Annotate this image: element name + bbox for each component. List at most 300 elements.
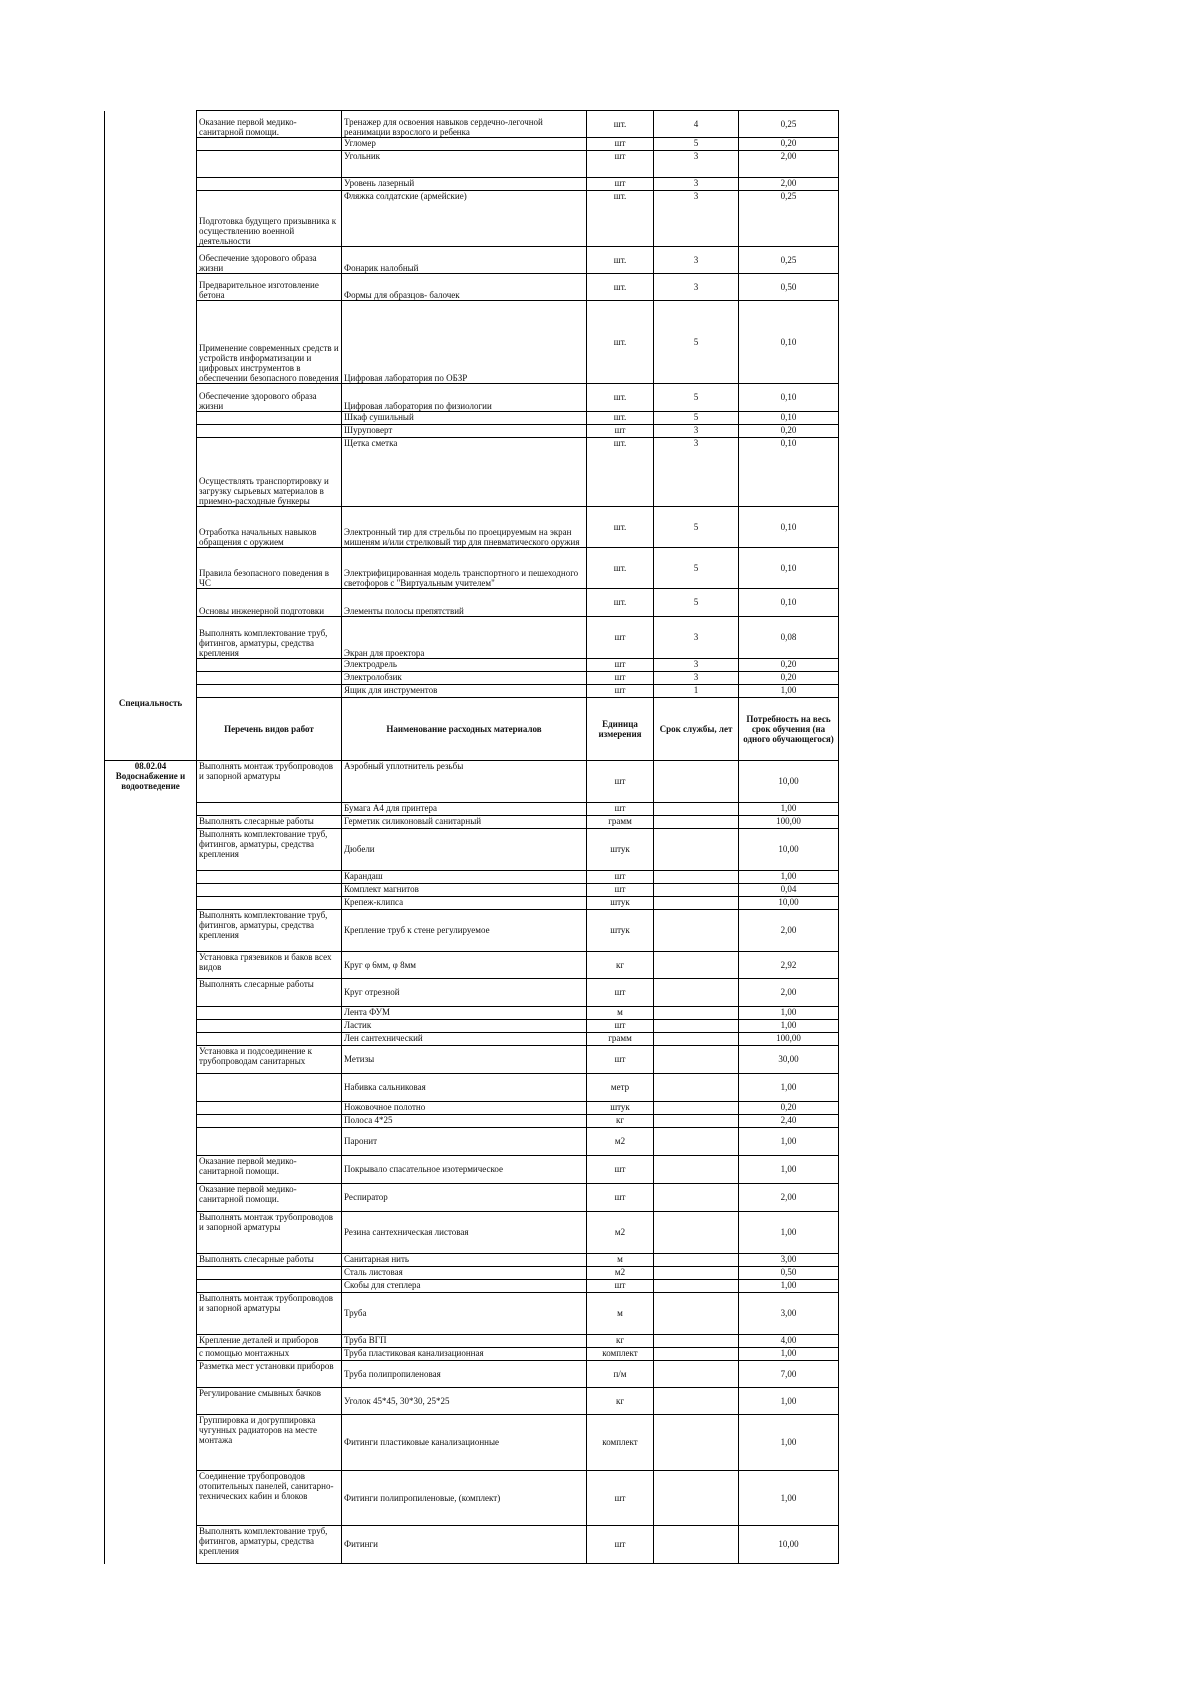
specialty-spacer (105, 178, 197, 191)
need-cell: 7,00 (739, 1361, 839, 1388)
work-cell (197, 803, 342, 816)
life-cell: 3 (654, 659, 739, 672)
table-row (105, 151, 839, 178)
unit-cell: кг (587, 1335, 654, 1348)
specialty-spacer (105, 1348, 197, 1361)
table-row (105, 1033, 839, 1046)
life-cell: 3 (654, 191, 739, 247)
need-cell: 2,40 (739, 1115, 839, 1128)
unit-cell: шт (587, 617, 654, 659)
material-cell: Крепеж-клипса (342, 897, 587, 910)
life-cell (654, 1212, 739, 1254)
need-cell: 1,00 (739, 1156, 839, 1184)
specialty-spacer (105, 425, 197, 438)
life-cell (654, 803, 739, 816)
unit-cell: шт. (587, 247, 654, 274)
specialty-spacer (105, 191, 197, 247)
life-cell (654, 1156, 739, 1184)
need-cell: 0,10 (739, 589, 839, 617)
unit-cell: шт (587, 425, 654, 438)
specialty-spacer (105, 1007, 197, 1020)
material-cell: Фонарик налобный (342, 247, 587, 274)
specialty-spacer (105, 1471, 197, 1526)
work-cell: Подготовка будущего призывника к осуществлению военной деятельности (197, 191, 342, 247)
life-cell: 3 (654, 617, 739, 659)
unit-cell: штук (587, 897, 654, 910)
unit-cell: комплект (587, 1415, 654, 1471)
need-cell: 10,00 (739, 897, 839, 910)
material-cell: Электродрель (342, 659, 587, 672)
table-row (105, 589, 839, 617)
need-cell: 0,10 (739, 412, 839, 425)
work-cell: Выполнять комплектование труб, фитингов, арматуры, средства крепления (197, 1526, 342, 1564)
work-cell: Регулирование смывных бачков (197, 1388, 342, 1415)
work-cell (197, 151, 342, 178)
work-cell: Оказание первой медико-санитарной помощи. (197, 1156, 342, 1184)
life-cell (654, 1020, 739, 1033)
unit-cell: кг (587, 1388, 654, 1415)
header-works: Перечень видов работ (197, 698, 342, 761)
need-cell: 0,20 (739, 659, 839, 672)
need-cell: 0,04 (739, 884, 839, 897)
unit-cell: комплект (587, 1348, 654, 1361)
specialty-spacer (105, 1046, 197, 1074)
specialty-spacer (105, 507, 197, 548)
specialty-spacer (105, 1293, 197, 1335)
table-row (105, 138, 839, 151)
work-cell: Предварительное изготовление бетона (197, 274, 342, 301)
material-cell: Фитинги пластиковые канализационные (342, 1415, 587, 1471)
work-cell: Выполнять комплектование труб, фитингов, арматуры, средства крепления (197, 617, 342, 659)
specialty-spacer (105, 1415, 197, 1471)
specialty-spacer (105, 138, 197, 151)
need-cell: 0,10 (739, 438, 839, 507)
material-cell: Фитинги (342, 1526, 587, 1564)
document-page (104, 110, 839, 1564)
specialty-spacer (105, 1212, 197, 1254)
specialty-spacer (105, 1074, 197, 1102)
unit-cell: шт. (587, 111, 654, 138)
unit-cell: шт (587, 1156, 654, 1184)
table-row (105, 979, 839, 1007)
unit-cell: метр (587, 1074, 654, 1102)
life-cell (654, 910, 739, 952)
work-cell (197, 178, 342, 191)
material-cell: Скобы для степлера (342, 1280, 587, 1293)
need-cell: 3,00 (739, 1254, 839, 1267)
unit-cell: м (587, 1254, 654, 1267)
need-cell: 3,00 (739, 1293, 839, 1335)
specialty-spacer (105, 301, 197, 384)
need-cell: 1,00 (739, 1020, 839, 1033)
work-cell (197, 1007, 342, 1020)
life-cell: 5 (654, 412, 739, 425)
work-cell (197, 897, 342, 910)
need-cell: 4,00 (739, 1335, 839, 1348)
life-cell: 3 (654, 438, 739, 507)
need-cell: 0,25 (739, 111, 839, 138)
need-cell: 0,10 (739, 384, 839, 412)
table-row (105, 1007, 839, 1020)
material-cell: Фитинги полипропиленовые, (комплект) (342, 1471, 587, 1526)
material-cell: Лента ФУМ (342, 1007, 587, 1020)
work-cell (197, 138, 342, 151)
top-table-body (105, 111, 839, 698)
work-cell: Основы инженерной подготовки (197, 589, 342, 617)
specialty-spacer (105, 1033, 197, 1046)
table-row (105, 191, 839, 247)
unit-cell: шт (587, 672, 654, 685)
table-row (105, 685, 839, 698)
table-row (105, 910, 839, 952)
work-cell (197, 871, 342, 884)
life-cell (654, 1415, 739, 1471)
life-cell: 3 (654, 151, 739, 178)
work-cell (197, 1128, 342, 1156)
table-row (105, 871, 839, 884)
table-row (105, 1102, 839, 1115)
life-cell (654, 979, 739, 1007)
specialty-spacer (105, 1526, 197, 1564)
need-cell: 1,00 (739, 1074, 839, 1102)
life-cell (654, 1293, 739, 1335)
unit-cell: шт (587, 1184, 654, 1212)
work-cell (197, 1115, 342, 1128)
table-row (105, 1184, 839, 1212)
material-cell: Карандаш (342, 871, 587, 884)
specialty-spacer (105, 803, 197, 816)
specialty-spacer (105, 816, 197, 829)
specialty-spacer (105, 1335, 197, 1348)
life-cell: 4 (654, 111, 739, 138)
work-cell: Выполнять монтаж трубопроводов и запорной арматуры (197, 1212, 342, 1254)
work-cell: Разметка мест установки приборов (197, 1361, 342, 1388)
table-row (105, 816, 839, 829)
specialty-spacer (105, 384, 197, 412)
need-cell: 0,20 (739, 138, 839, 151)
header-unit: Единица измерения (587, 698, 654, 761)
life-cell (654, 829, 739, 871)
material-cell: Шуруповерт (342, 425, 587, 438)
materials-table (104, 110, 839, 1564)
table-row (105, 178, 839, 191)
life-cell (654, 1361, 739, 1388)
unit-cell: шт (587, 151, 654, 178)
unit-cell: шт (587, 1280, 654, 1293)
material-cell: Электрифицированная модель транспортного и пешеходного светофоров с "Виртуальным учителем" (342, 548, 587, 589)
work-cell (197, 659, 342, 672)
unit-cell: шт (587, 1020, 654, 1033)
need-cell: 1,00 (739, 1007, 839, 1020)
unit-cell: п/м (587, 1361, 654, 1388)
work-cell (197, 672, 342, 685)
life-cell: 3 (654, 274, 739, 301)
table-row (105, 301, 839, 384)
need-cell: 2,00 (739, 910, 839, 952)
life-cell (654, 1526, 739, 1564)
material-cell: Труба пластиковая канализационная (342, 1348, 587, 1361)
material-cell: Щетка сметка (342, 438, 587, 507)
need-cell: 0,50 (739, 274, 839, 301)
unit-cell: кг (587, 952, 654, 979)
work-cell (197, 1102, 342, 1115)
work-cell: Установка и подсоединение к трубопроводам санитарных (197, 1046, 342, 1074)
material-cell: Труба ВГП (342, 1335, 587, 1348)
specialty-spacer (105, 897, 197, 910)
specialty-spacer (105, 247, 197, 274)
unit-cell: шт (587, 1471, 654, 1526)
work-cell: Отработка начальных навыков обращения с оружием (197, 507, 342, 548)
unit-cell: шт (587, 685, 654, 698)
material-cell: Дюбели (342, 829, 587, 871)
unit-cell: шт. (587, 274, 654, 301)
table-row (105, 1335, 839, 1348)
specialty-cell: 08.02.04 Водоснабжение и водоотведение (105, 761, 197, 803)
table-row (105, 1361, 839, 1388)
work-cell: Крепление деталей и приборов (197, 1335, 342, 1348)
need-cell: 0,25 (739, 191, 839, 247)
table-row (105, 412, 839, 425)
unit-cell: шт (587, 1046, 654, 1074)
need-cell: 1,00 (739, 1415, 839, 1471)
material-cell: Ластик (342, 1020, 587, 1033)
work-cell (197, 1074, 342, 1102)
material-cell: Набивка сальниковая (342, 1074, 587, 1102)
specialty-spacer (105, 884, 197, 897)
work-cell (197, 685, 342, 698)
unit-cell: шт. (587, 507, 654, 548)
header-body (105, 698, 839, 761)
life-cell (654, 871, 739, 884)
material-cell: Угольник (342, 151, 587, 178)
specialty-spacer (105, 617, 197, 659)
life-cell (654, 1280, 739, 1293)
unit-cell: кг (587, 1115, 654, 1128)
unit-cell: грамм (587, 816, 654, 829)
material-cell: Угломер (342, 138, 587, 151)
unit-cell: м (587, 1293, 654, 1335)
need-cell: 1,00 (739, 871, 839, 884)
specialty-spacer (105, 1267, 197, 1280)
material-cell: Фляжка солдатские (армейские) (342, 191, 587, 247)
material-cell: Ножовочное полотно (342, 1102, 587, 1115)
life-cell (654, 1033, 739, 1046)
material-cell: Цифровая лаборатория по ОБЗР (342, 301, 587, 384)
header-need: Потребность на весь срок обучения (на одного обучающегося) (739, 698, 839, 761)
need-cell: 2,00 (739, 151, 839, 178)
work-cell: Оказание первой медико-санитарной помощи. (197, 1184, 342, 1212)
material-cell: Уголок 45*45, 30*30, 25*25 (342, 1388, 587, 1415)
unit-cell: штук (587, 829, 654, 871)
life-cell: 3 (654, 247, 739, 274)
need-cell: 100,00 (739, 1033, 839, 1046)
work-cell (197, 412, 342, 425)
work-cell: Выполнять слесарные работы (197, 979, 342, 1007)
work-cell (197, 425, 342, 438)
unit-cell: шт (587, 1526, 654, 1564)
unit-cell: шт (587, 979, 654, 1007)
need-cell: 1,00 (739, 1348, 839, 1361)
table-row (105, 1212, 839, 1254)
life-cell (654, 1102, 739, 1115)
work-cell: Обеспечение здорового образа жизни (197, 384, 342, 412)
unit-cell: штук (587, 910, 654, 952)
life-cell (654, 1074, 739, 1102)
need-cell: 2,00 (739, 1184, 839, 1212)
material-cell: Электролобзик (342, 672, 587, 685)
work-cell: Выполнять монтаж трубопроводов и запорной арматуры (197, 761, 342, 803)
need-cell: 30,00 (739, 1046, 839, 1074)
material-cell: Труба полипропиленовая (342, 1361, 587, 1388)
specialty-spacer (105, 910, 197, 952)
material-cell: Экран для проектора (342, 617, 587, 659)
table-row (105, 1020, 839, 1033)
need-cell: 0,10 (739, 548, 839, 589)
life-cell (654, 884, 739, 897)
work-cell (197, 1267, 342, 1280)
table-row (105, 829, 839, 871)
table-row (105, 897, 839, 910)
work-cell (197, 884, 342, 897)
work-cell: Правила безопасного поведения в ЧС (197, 548, 342, 589)
need-cell: 1,00 (739, 1471, 839, 1526)
work-cell: Установка грязевиков и баков всех видов (197, 952, 342, 979)
specialty-spacer (105, 1156, 197, 1184)
need-cell: 100,00 (739, 816, 839, 829)
material-cell: Уровень лазерный (342, 178, 587, 191)
material-cell: Круг φ 6мм, φ 8мм (342, 952, 587, 979)
unit-cell: шт. (587, 384, 654, 412)
life-cell (654, 1115, 739, 1128)
life-cell (654, 761, 739, 803)
life-cell: 5 (654, 589, 739, 617)
work-cell (197, 1280, 342, 1293)
table-row (105, 1267, 839, 1280)
need-cell: 0,08 (739, 617, 839, 659)
unit-cell: шт (587, 884, 654, 897)
need-cell: 0,50 (739, 1267, 839, 1280)
unit-cell: шт (587, 871, 654, 884)
specialty-spacer (105, 1020, 197, 1033)
table-row (105, 1046, 839, 1074)
work-cell: с помощью монтажных (197, 1348, 342, 1361)
life-cell: 3 (654, 672, 739, 685)
table-row (105, 1254, 839, 1267)
specialty-spacer (105, 589, 197, 617)
specialty-spacer (105, 871, 197, 884)
work-cell: Оказание первой медико-санитарной помощи. (197, 111, 342, 138)
life-cell: 1 (654, 685, 739, 698)
unit-cell: шт (587, 803, 654, 816)
specialty-spacer (105, 412, 197, 425)
table-row (105, 425, 839, 438)
specialty-spacer (105, 548, 197, 589)
specialty-spacer (105, 685, 197, 698)
work-cell: Выполнять комплектование труб, фитингов, арматуры, средства крепления (197, 829, 342, 871)
life-cell (654, 1388, 739, 1415)
material-cell: Герметик силиконовый санитарный (342, 816, 587, 829)
need-cell: 2,92 (739, 952, 839, 979)
specialty-spacer (105, 438, 197, 507)
material-cell: Формы для образцов- балочек (342, 274, 587, 301)
material-cell: Сталь листовая (342, 1267, 587, 1280)
specialty-spacer (105, 1388, 197, 1415)
table-row (105, 1471, 839, 1526)
specialty-spacer (105, 1361, 197, 1388)
table-row (105, 672, 839, 685)
need-cell: 1,00 (739, 1212, 839, 1254)
work-cell: Осуществлять транспортировку и загрузку сырьевых материалов в приемно-расходные бункеры (197, 438, 342, 507)
life-cell: 5 (654, 507, 739, 548)
life-cell (654, 1254, 739, 1267)
table-row (105, 438, 839, 507)
material-cell: Полоса 4*25 (342, 1115, 587, 1128)
table-row (105, 1415, 839, 1471)
life-cell (654, 1007, 739, 1020)
material-cell: Аэробный уплотнитель резьбы (342, 761, 587, 803)
work-cell: Обеспечение здорового образа жизни (197, 247, 342, 274)
table-row (105, 761, 839, 803)
need-cell: 1,00 (739, 1280, 839, 1293)
work-cell: Выполнять комплектование труб, фитингов, арматуры, средства крепления (197, 910, 342, 952)
material-cell: Шкаф сушильный (342, 412, 587, 425)
table-header-row (105, 698, 839, 761)
specialty-spacer (105, 1184, 197, 1212)
specialty-spacer (105, 1280, 197, 1293)
material-cell: Респиратор (342, 1184, 587, 1212)
life-cell (654, 1267, 739, 1280)
need-cell: 0,20 (739, 672, 839, 685)
header-material: Наименование расходных материалов (342, 698, 587, 761)
table-row (105, 1388, 839, 1415)
life-cell (654, 1184, 739, 1212)
life-cell: 5 (654, 138, 739, 151)
table-row (105, 1074, 839, 1102)
life-cell: 5 (654, 384, 739, 412)
table-row (105, 1280, 839, 1293)
unit-cell: шт (587, 138, 654, 151)
table-row (105, 1293, 839, 1335)
specialty-spacer (105, 829, 197, 871)
work-cell: Выполнять слесарные работы (197, 1254, 342, 1267)
unit-cell: шт. (587, 412, 654, 425)
life-cell: 5 (654, 301, 739, 384)
material-cell: Круг отрезной (342, 979, 587, 1007)
life-cell (654, 897, 739, 910)
life-cell (654, 1128, 739, 1156)
table-row (105, 274, 839, 301)
unit-cell: шт (587, 761, 654, 803)
unit-cell: штук (587, 1102, 654, 1115)
life-cell: 3 (654, 178, 739, 191)
work-cell: Группировка и догруппировка чугунных радиаторов на месте монтажа (197, 1415, 342, 1471)
specialty-spacer (105, 1115, 197, 1128)
material-cell: Санитарная нить (342, 1254, 587, 1267)
life-cell: 5 (654, 548, 739, 589)
unit-cell: шт. (587, 301, 654, 384)
unit-cell: шт. (587, 548, 654, 589)
table-row (105, 1128, 839, 1156)
material-cell: Элементы полосы препятствий (342, 589, 587, 617)
life-cell (654, 816, 739, 829)
material-cell: Тренажер для освоения навыков сердечно-легочной реанимации взрослого и ребенка (342, 111, 587, 138)
bottom-table-body (105, 761, 839, 1564)
material-cell: Комплект магнитов (342, 884, 587, 897)
life-cell (654, 1335, 739, 1348)
table-row (105, 1115, 839, 1128)
life-cell (654, 1046, 739, 1074)
need-cell: 10,00 (739, 1526, 839, 1564)
